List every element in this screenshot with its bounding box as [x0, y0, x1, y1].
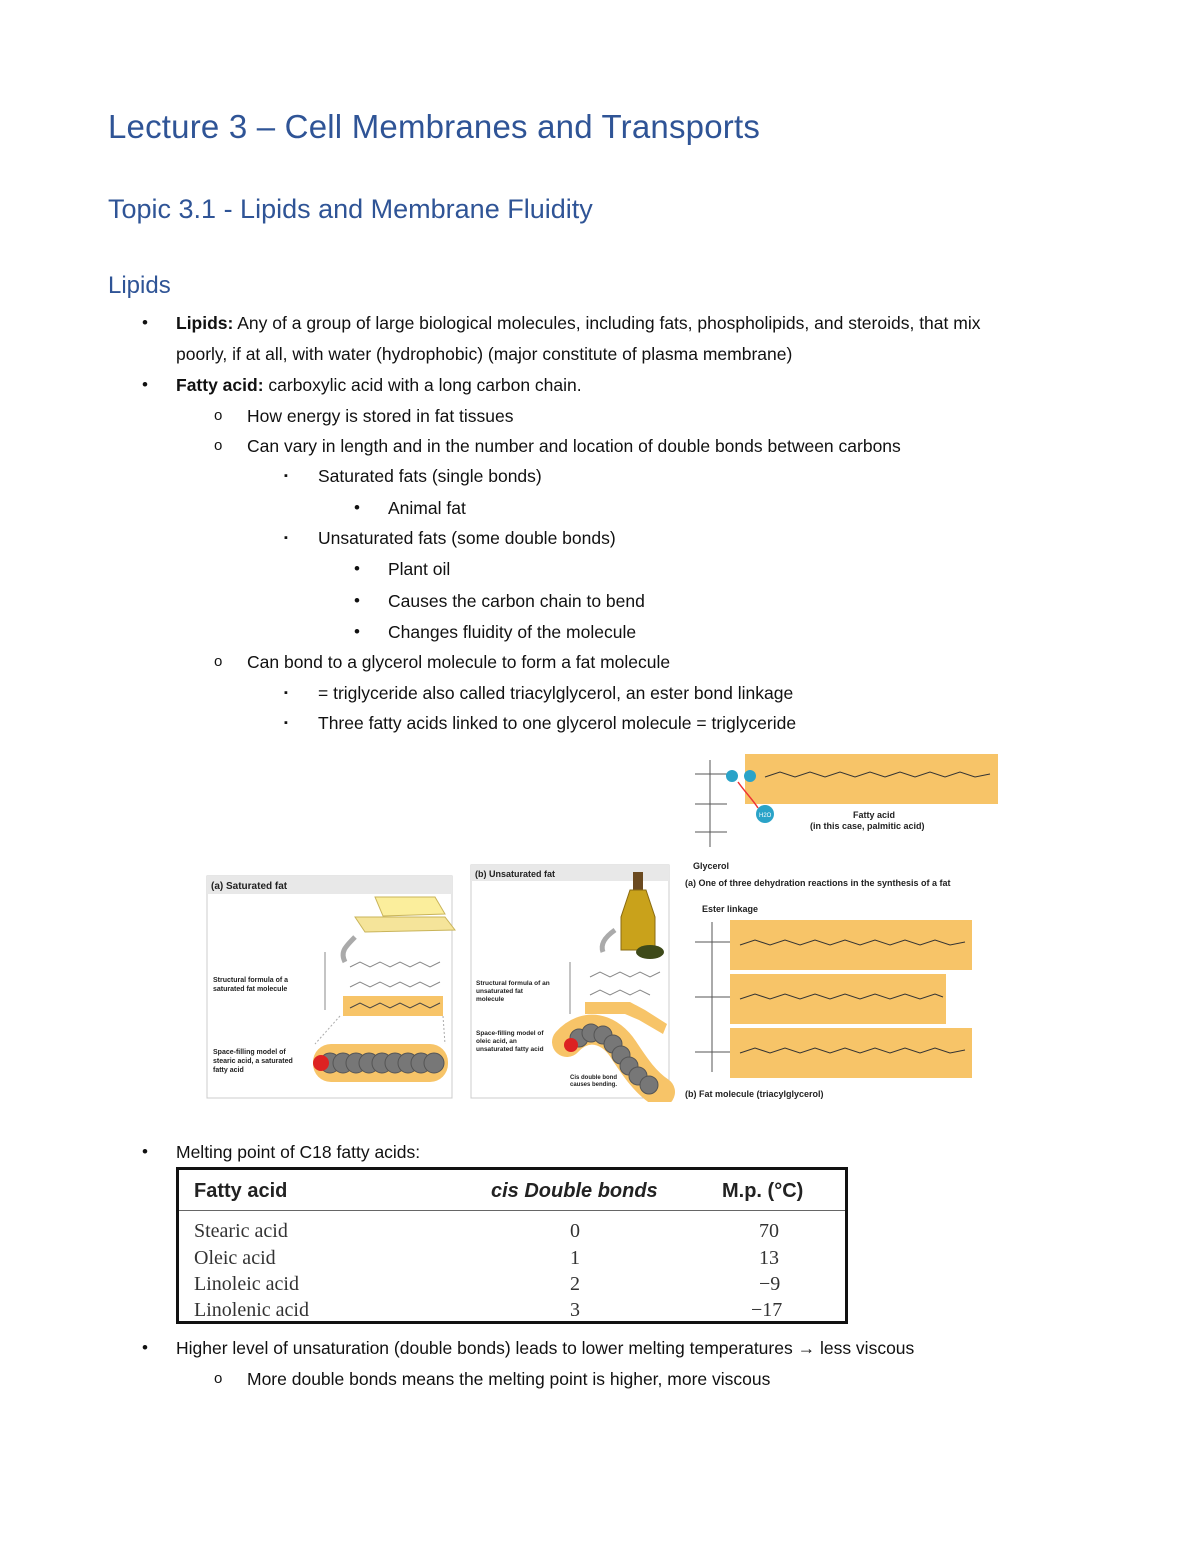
plant-oil-line: Plant oil	[388, 559, 451, 579]
fatty-acid-term: Fatty acid:	[176, 375, 264, 395]
table-cell: 2	[570, 1273, 580, 1295]
unsat-struct-label-2: unsaturated fat	[476, 988, 523, 995]
lipids-definition: Any of a group of large biological molecules, including fats, phospholipids, and steroids, that mix	[233, 313, 981, 333]
triglyceride-glycerol	[695, 922, 730, 1072]
dehydration-caption: (a) One of three dehydration reactions in the synthesis of a fat	[685, 878, 951, 888]
section-heading: Lipids	[108, 272, 171, 299]
energy-line: How energy is stored in fat tissues	[247, 406, 514, 426]
glycerol-structure	[695, 760, 727, 847]
table-cell: 13	[759, 1247, 779, 1269]
sat-space-label-1: Space-filling model of	[213, 1049, 286, 1056]
unsat-space-label-2: oleic acid, an	[476, 1038, 517, 1045]
table-cell: 1	[570, 1247, 580, 1269]
sat-struct-label-1: Structural formula of a	[213, 977, 289, 984]
sat-space-label-3: fatty acid	[213, 1067, 244, 1074]
bullet-marker: •	[142, 1338, 148, 1357]
cis-note-1: Cis double bond	[570, 1075, 617, 1081]
fluidity-line: Changes fluidity of the molecule	[388, 622, 637, 642]
palmitic-label: (in this case, palmitic acid)	[810, 821, 925, 831]
higher-unsaturation-line: Higher level of unsaturation (double bonds) leads to lower melting temperatures → less viscous	[176, 1338, 915, 1358]
bullet-marker: •	[354, 559, 360, 578]
header-fatty-acid: Fatty acid	[194, 1180, 288, 1202]
circle-marker: o	[214, 407, 223, 424]
square-marker: ▪	[284, 687, 288, 699]
lipids-term: Lipids:	[176, 313, 234, 333]
fatty-acid-band	[745, 754, 998, 804]
circle-marker: o	[214, 1370, 223, 1387]
sat-struct-label-2: saturated fat molecule	[213, 986, 288, 993]
header-double-bonds: cis Double bonds	[491, 1180, 658, 1202]
table-cell: 3	[570, 1299, 580, 1321]
unsat-struct-label-1: Structural formula of an	[476, 980, 550, 987]
table-cell: 70	[759, 1220, 779, 1242]
bullet-marker: •	[142, 1142, 148, 1161]
melting-point-line: Melting point of C18 fatty acids:	[176, 1142, 421, 1162]
unsat-space-label-1: Space-filling model of	[476, 1030, 544, 1037]
triglyceride-band-2	[730, 974, 946, 1024]
saturated-title: (a) Saturated fat	[211, 881, 288, 892]
butter-top	[375, 897, 445, 916]
butter-icon	[355, 917, 455, 932]
square-marker: ▪	[284, 470, 288, 482]
bullet-marker: •	[354, 591, 360, 610]
fatty-acid-definition: carboxylic acid with a long carbon chain.	[263, 375, 582, 395]
table-cell: 0	[570, 1220, 580, 1242]
page-title: Lecture 3 – Cell Membranes and Transports	[108, 108, 761, 145]
header-melting-point: M.p. (°C)	[722, 1180, 804, 1202]
olives-icon	[636, 945, 664, 959]
sat-space-label-2: stearic acid, a saturated	[213, 1058, 293, 1065]
bend-line: Causes the carbon chain to bend	[388, 591, 645, 611]
lipids-definition-line-1	[176, 312, 980, 334]
figure-drawing	[205, 752, 1000, 1102]
bullet-marker: •	[142, 375, 148, 394]
glycerol-label: Glycerol	[693, 861, 730, 871]
fatty-acid-label: Fatty acid	[853, 810, 896, 820]
melting-point-table	[176, 1167, 848, 1324]
unsat-space-label-3: unsaturated fatty acid	[476, 1046, 544, 1053]
table-cell: Oleic acid	[194, 1247, 276, 1269]
square-marker: ▪	[284, 717, 288, 729]
bottle-cap	[633, 872, 643, 890]
saturated-line: Saturated fats (single bonds)	[318, 466, 542, 486]
animal-fat-line: Animal fat	[388, 498, 466, 518]
unsaturated-line: Unsaturated fats (some double bonds)	[318, 528, 616, 548]
unsaturated-title: (b) Unsaturated fat	[475, 869, 556, 879]
hydrogen-atom	[744, 770, 756, 782]
table-cell: Linoleic acid	[194, 1273, 299, 1295]
space-fill-atoms	[320, 1053, 444, 1073]
header-divider	[179, 1210, 845, 1211]
ester-linkage-label: Ester linkage	[702, 904, 759, 914]
bullet-marker: •	[354, 498, 360, 517]
circle-marker: o	[214, 437, 223, 454]
square-marker: ▪	[284, 532, 288, 544]
table-cell: Stearic acid	[194, 1220, 288, 1242]
triglyceride-band-3	[730, 1028, 972, 1078]
oxygen-atom	[313, 1055, 329, 1071]
table-cell: −9	[759, 1273, 781, 1295]
topic-heading: Topic 3.1 - Lipids and Membrane Fluidity	[108, 194, 593, 224]
hydroxyl-atom	[726, 770, 738, 782]
three-fatty-acids-line: Three fatty acids linked to one glycerol molecule = triglyceride	[318, 713, 797, 733]
more-double-bonds-line: More double bonds means the melting point is higher, more viscous	[247, 1369, 771, 1389]
bullet-marker: •	[142, 313, 148, 332]
table-cell: −17	[751, 1299, 783, 1321]
unsat-struct-label-3: molecule	[476, 996, 505, 1003]
bullet-marker: •	[354, 622, 360, 641]
circle-marker: o	[214, 653, 223, 670]
glycerol-line: Can bond to a glycerol molecule to form a fat molecule	[247, 652, 671, 672]
table-cell: Linolenic acid	[194, 1299, 309, 1321]
lipids-definition-line-2: poorly, if at all, with water (hydrophobic) (major constitute of plasma membrane)	[176, 344, 793, 364]
oxygen-atom-2	[564, 1038, 578, 1052]
fatty-acid-line	[176, 374, 582, 396]
triglyceride-band-1	[730, 920, 972, 970]
triglyceride-line: = triglyceride also called triacylglycerol, an ester bond linkage	[318, 683, 794, 703]
water-label: H2O	[759, 813, 772, 819]
cis-note-2: causes bending.	[570, 1082, 618, 1088]
fat-molecule-caption: (b) Fat molecule (triacylglycerol)	[685, 1089, 824, 1099]
vary-line: Can vary in length and in the number and location of double bonds between carbons	[247, 436, 901, 456]
fat-structure-figure	[205, 752, 1000, 1102]
